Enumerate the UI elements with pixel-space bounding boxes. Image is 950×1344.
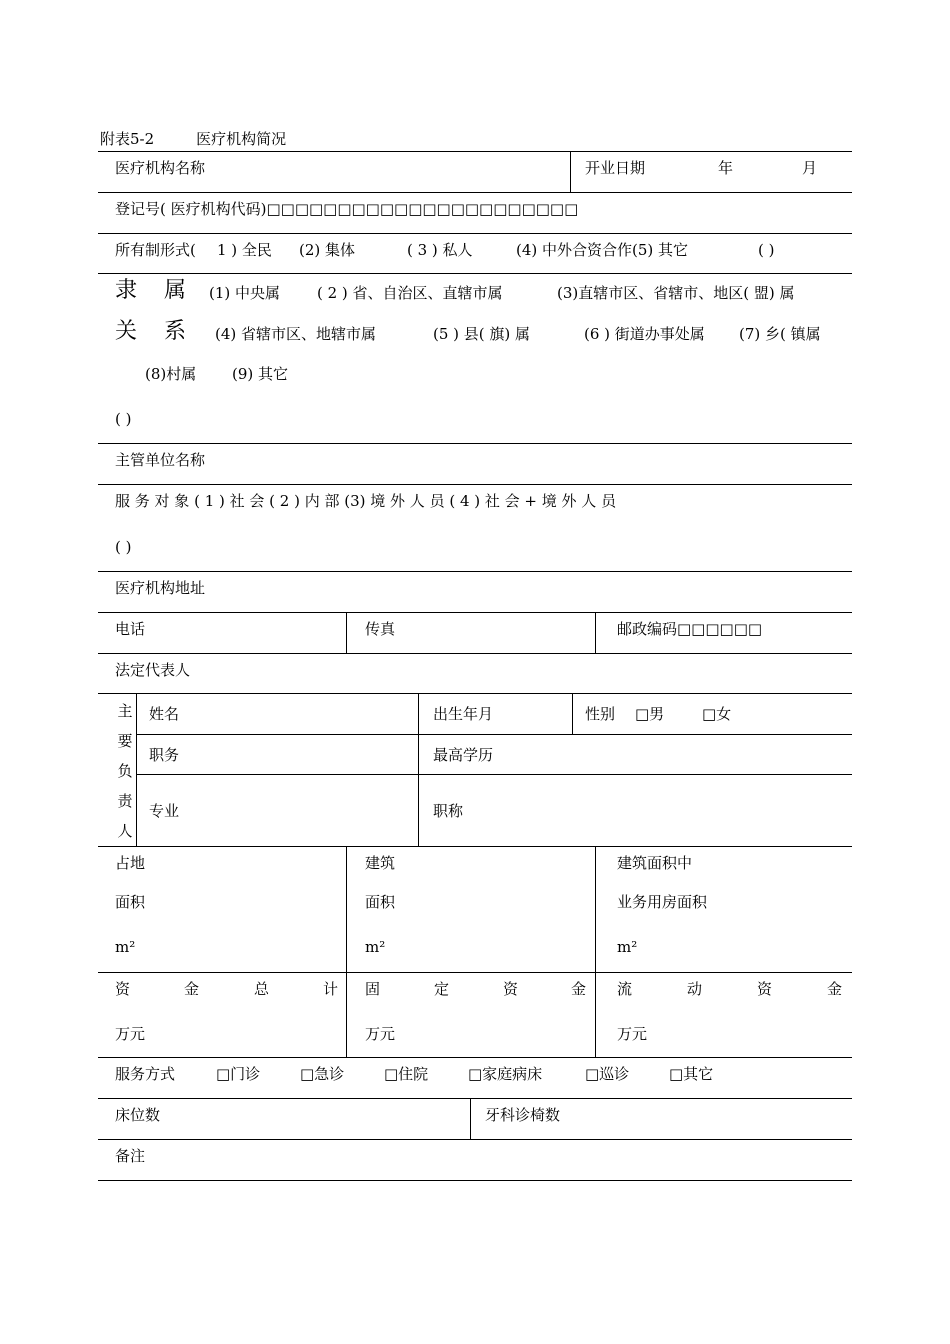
funds-flow-char: 金: [827, 980, 843, 998]
funds-flow-char: 资: [757, 980, 773, 998]
funds-fixed-char: 定: [434, 980, 450, 998]
row-divider: [98, 1057, 852, 1058]
affiliation-option-9: (9) 其它: [232, 365, 289, 383]
row-divider: [98, 443, 852, 444]
funds-flow-char: 动: [687, 980, 703, 998]
bed-count-label: 床位数: [115, 1106, 161, 1124]
row-divider: [98, 846, 852, 847]
table-caption: [100, 128, 286, 149]
funds-fixed-char: 固: [365, 980, 381, 998]
open-month-label: 月: [802, 159, 818, 177]
land-area-unit: m²: [115, 938, 136, 956]
affiliation-label-2: 关 系: [115, 319, 196, 344]
service-target-label: 服 务 对 象 ( 1 ) 社 会 ( 2 ) 内 部 (3) 境 外 人 员 ( 4 ) 社 会 + 境 外 人 员: [115, 492, 617, 510]
row-divider: [98, 1180, 852, 1181]
open-year-label: 年: [718, 159, 734, 177]
gender-female-checkbox[interactable]: □女: [702, 705, 732, 723]
row-divider: [98, 233, 852, 234]
building-area-unit: m²: [365, 938, 386, 956]
funds-flow-unit: 万元: [617, 1025, 648, 1043]
leader-position-label: 职务: [149, 746, 180, 764]
ownership-option-1: 1 ) 全民: [217, 241, 272, 259]
col-divider: [572, 693, 573, 734]
service-mode-visit-checkbox[interactable]: □巡诊: [585, 1065, 630, 1083]
col-divider: [418, 693, 419, 846]
affiliation-option-6: (6 ) 街道办事处属: [584, 325, 705, 343]
funds-total-char: 资: [115, 980, 131, 998]
col-divider: [570, 152, 571, 192]
leader-side-char: 主: [117, 702, 133, 720]
leader-birth-label: 出生年月: [433, 705, 494, 723]
affiliation-option-4: (4) 省辖市区、地辖市属: [215, 325, 377, 343]
row-divider: [98, 484, 852, 485]
caption-title: 医疗机构简况: [196, 130, 287, 148]
service-target-paren: ( ): [115, 538, 132, 556]
business-area-label-2: 业务用房面积: [617, 893, 708, 911]
row-divider: [98, 612, 852, 613]
service-mode-other-checkbox[interactable]: □其它: [669, 1065, 714, 1083]
institution-name-label: 医疗机构名称: [115, 159, 206, 177]
legal-representative-label: 法定代表人: [115, 661, 191, 679]
business-area-label-1: 建筑面积中: [617, 854, 693, 872]
leader-education-label: 最高学历: [433, 746, 494, 764]
col-divider: [136, 693, 137, 846]
ownership-option-2: (2) 集体: [299, 241, 356, 259]
funds-fixed-char: 金: [571, 980, 587, 998]
row-divider: [98, 571, 852, 572]
affiliation-label-1: 隶 属: [115, 278, 196, 303]
ownership-label: 所有制形式(: [115, 241, 196, 259]
leader-side-char: 责: [117, 792, 133, 810]
row-divider: [98, 653, 852, 654]
registration-number-label: 登记号( 医疗机构代码)□□□□□□□□□□□□□□□□□□□□□□: [115, 200, 579, 218]
service-mode-inpatient-checkbox[interactable]: □住院: [384, 1065, 429, 1083]
funds-total-char: 总: [254, 980, 270, 998]
phone-label: 电话: [115, 620, 146, 638]
open-date-label: 开业日期: [585, 159, 646, 177]
row-divider: [136, 734, 852, 735]
col-divider: [346, 846, 347, 1057]
institution-form: [98, 151, 852, 1181]
affiliation-option-7: (7) 乡( 镇属: [739, 325, 821, 343]
fax-label: 传真: [365, 620, 396, 638]
address-label: 医疗机构地址: [115, 579, 206, 597]
postcode-label: 邮政编码□□□□□□: [617, 620, 763, 638]
col-divider: [595, 612, 596, 653]
row-divider: [98, 1139, 852, 1140]
land-area-label-1: 占地: [115, 854, 146, 872]
leader-gender-label: 性别: [585, 705, 616, 723]
remarks-label: 备注: [115, 1147, 146, 1165]
funds-fixed-char: 资: [503, 980, 519, 998]
col-divider: [346, 612, 347, 653]
leader-side-char: 要: [117, 732, 133, 750]
row-divider: [136, 774, 852, 775]
col-divider: [470, 1098, 471, 1139]
dental-chair-count-label: 牙科诊椅数: [485, 1106, 561, 1124]
ownership-option-4: (4) 中外合资合作(5) 其它: [516, 241, 689, 259]
affiliation-option-8: (8)村属: [145, 365, 197, 383]
affiliation-option-5: (5 ) 县( 旗) 属: [433, 325, 531, 343]
leader-side-char: 负: [117, 762, 133, 780]
building-area-label-1: 建筑: [365, 854, 396, 872]
leader-name-label: 姓名: [149, 705, 180, 723]
funds-total-unit: 万元: [115, 1025, 146, 1043]
business-area-unit: m²: [617, 938, 638, 956]
affiliation-option-1: (1) 中央属: [209, 284, 281, 302]
supervising-unit-label: 主管单位名称: [115, 451, 206, 469]
service-mode-emergency-checkbox[interactable]: □急诊: [300, 1065, 345, 1083]
row-divider: [98, 693, 852, 694]
caption-code: 附表5-2: [100, 130, 155, 148]
ownership-option-3: ( 3 ) 私人: [407, 241, 473, 259]
leader-side-char: 人: [117, 822, 133, 840]
leader-title-label: 职称: [433, 802, 464, 820]
affiliation-option-2: ( 2 ) 省、自治区、直辖市属: [317, 284, 503, 302]
funds-total-char: 金: [184, 980, 200, 998]
service-mode-outpatient-checkbox[interactable]: □门诊: [216, 1065, 261, 1083]
col-divider: [595, 846, 596, 1057]
land-area-label-2: 面积: [115, 893, 146, 911]
ownership-other-paren: ( ): [758, 241, 775, 259]
service-mode-label: 服务方式: [115, 1065, 176, 1083]
gender-male-checkbox[interactable]: □男: [635, 705, 665, 723]
funds-fixed-unit: 万元: [365, 1025, 396, 1043]
leader-major-label: 专业: [149, 802, 180, 820]
row-divider: [98, 273, 852, 274]
affiliation-option-3: (3)直辖市区、省辖市、地区( 盟) 属: [557, 284, 795, 302]
service-mode-home-bed-checkbox[interactable]: □家庭病床: [468, 1065, 543, 1083]
row-divider: [98, 972, 852, 973]
funds-flow-char: 流: [617, 980, 633, 998]
building-area-label-2: 面积: [365, 893, 396, 911]
affiliation-other-paren: ( ): [115, 410, 132, 428]
row-divider: [98, 192, 852, 193]
row-divider: [98, 1098, 852, 1099]
funds-total-char: 计: [323, 980, 339, 998]
